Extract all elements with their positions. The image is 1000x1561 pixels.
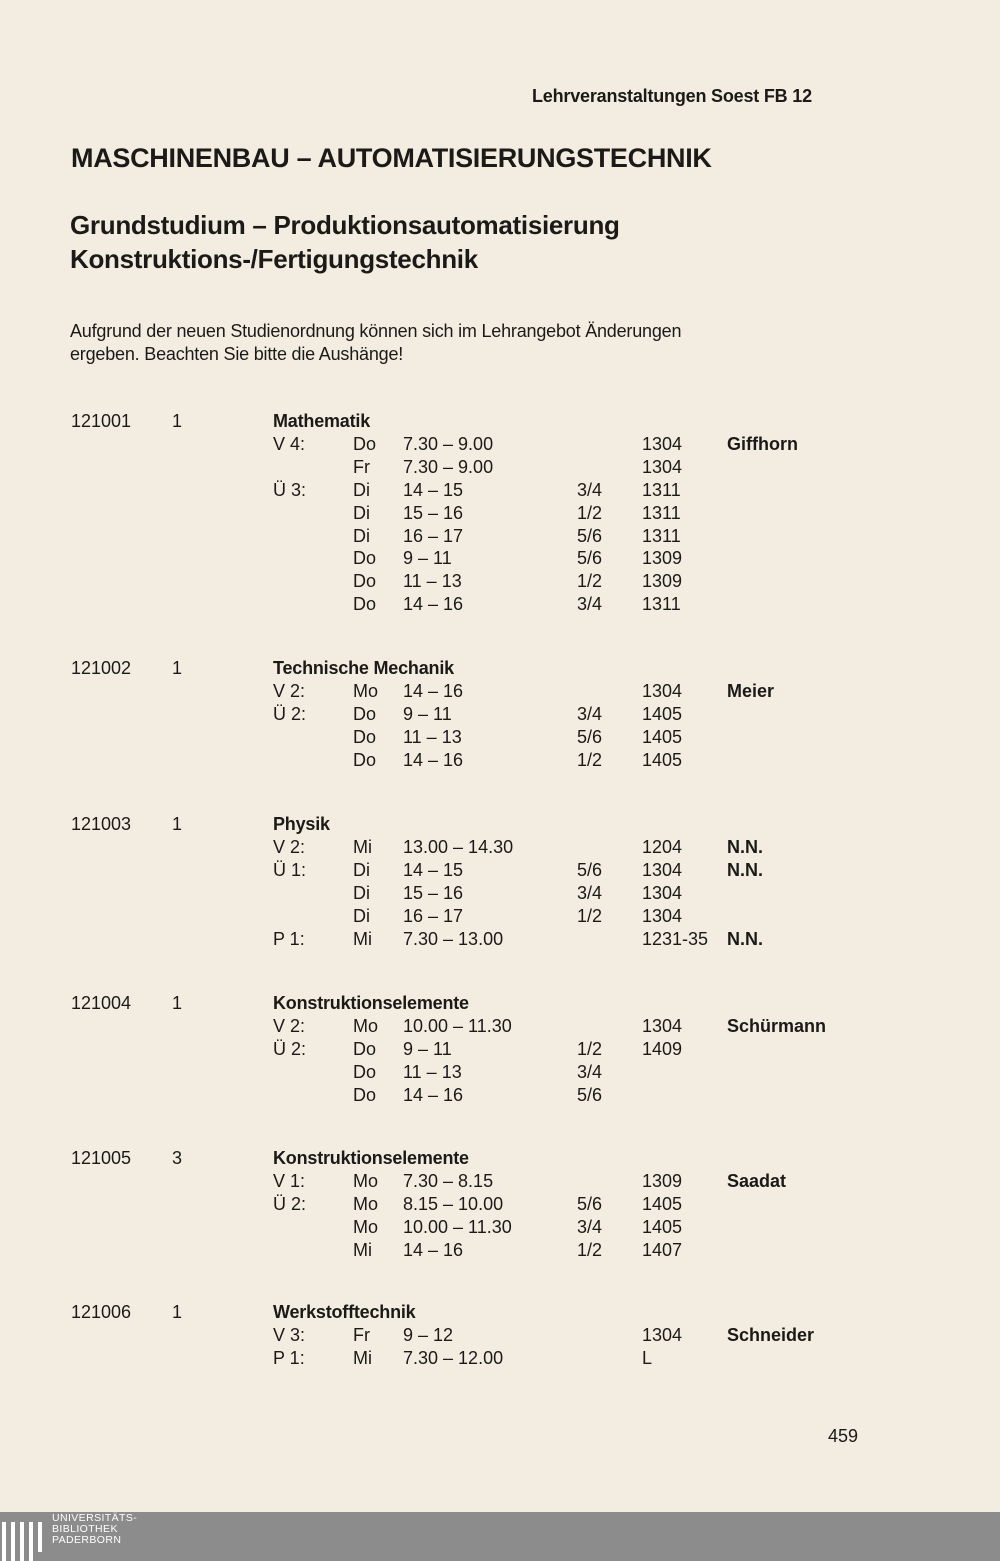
group: 3/4: [577, 882, 603, 903]
schedule-row: [0, 1325, 1000, 1348]
course-number: 121002: [71, 658, 132, 678]
group: 5/6: [577, 1193, 603, 1214]
group: 1/2: [577, 749, 603, 770]
room: 1311: [642, 525, 681, 546]
subtitle-line-2: Konstruktions-/Fertigungstechnik: [70, 244, 478, 274]
schedule-row: [0, 837, 1000, 860]
logo-line-1: UNIVERSITÄTS-: [52, 1512, 138, 1524]
time-slot: 11 – 13: [403, 1061, 462, 1082]
weekday: Mi: [353, 1239, 372, 1260]
notice-line-1: Aufgrund der neuen Studienordnung können sich im Lehrangebot Änderungen: [70, 321, 682, 341]
weekday: Mo: [353, 1193, 379, 1214]
schedule-row: [0, 681, 1000, 704]
group: 5/6: [577, 859, 603, 880]
time-slot: 16 – 17: [403, 525, 464, 546]
course-title: Konstruktionselemente: [273, 993, 469, 1013]
lecturer: Giffhorn: [727, 433, 798, 454]
weekday: Mi: [353, 1347, 372, 1368]
weekday: Do: [353, 1084, 377, 1105]
logo-line-3: PADERBORN: [52, 1534, 122, 1546]
time-slot: 7.30 – 9.00: [403, 456, 494, 477]
lecturer: N.N.: [727, 836, 763, 857]
event-type: Ü 2:: [273, 1038, 307, 1059]
event-type: P 1:: [273, 928, 305, 949]
weekday: Mo: [353, 1216, 379, 1237]
room: 1304: [642, 882, 683, 903]
group: 1/2: [577, 1239, 603, 1260]
room: 1311: [642, 502, 681, 523]
group: 1/2: [577, 502, 603, 523]
weekday: Di: [353, 502, 370, 523]
course-number: 121001: [71, 411, 132, 431]
weekday: Fr: [353, 456, 370, 477]
weekday: Do: [353, 726, 377, 747]
room: 1204: [642, 836, 683, 857]
event-type: Ü 1:: [273, 859, 307, 880]
time-slot: 10.00 – 11.30: [403, 1015, 512, 1036]
schedule-row: [0, 883, 1000, 906]
room: 1309: [642, 1170, 683, 1191]
time-slot: 14 – 16: [403, 594, 464, 615]
schedule-row: [0, 503, 1000, 526]
weekday: Mi: [353, 928, 372, 949]
event-type: V 1:: [273, 1170, 306, 1191]
group: 3/4: [577, 479, 603, 500]
course-number: 121004: [71, 993, 132, 1013]
group: 1/2: [577, 1038, 603, 1059]
time-slot: 16 – 17: [403, 905, 464, 926]
time-slot: 8.15 – 10.00: [403, 1193, 504, 1214]
room: L: [642, 1347, 653, 1368]
schedule-row: [0, 1240, 1000, 1263]
group: 5/6: [577, 525, 603, 546]
event-type: Ü 2:: [273, 703, 307, 724]
room: 1309: [642, 571, 683, 592]
course-number: 121006: [71, 1302, 132, 1322]
weekday: Do: [353, 703, 377, 724]
course-number: 121005: [71, 1148, 132, 1168]
schedule-row: [0, 906, 1000, 929]
course-semester: 1: [172, 1302, 183, 1322]
time-slot: 14 – 16: [403, 680, 464, 701]
time-slot: 14 – 15: [403, 479, 464, 500]
time-slot: 10.00 – 11.30: [403, 1216, 512, 1237]
time-slot: 14 – 16: [403, 749, 464, 770]
weekday: Di: [353, 525, 370, 546]
lecturer: Meier: [727, 680, 775, 701]
lecturer: N.N.: [727, 859, 763, 880]
subtitle-line-1: Grundstudium – Produktionsautomatisierung: [70, 210, 620, 240]
notice-line-2: ergeben. Beachten Sie bitte die Aushänge!: [70, 344, 404, 364]
schedule-row: [0, 434, 1000, 457]
time-slot: 7.30 – 9.00: [403, 433, 494, 454]
course-title: Technische Mechanik: [273, 658, 454, 678]
course-semester: 1: [172, 814, 183, 834]
event-type: P 1:: [273, 1347, 305, 1368]
time-slot: 9 – 11: [403, 703, 452, 724]
lecturer: N.N.: [727, 928, 763, 949]
time-slot: 14 – 16: [403, 1084, 464, 1105]
room: 1304: [642, 456, 683, 477]
group: 3/4: [577, 703, 603, 724]
room: 1304: [642, 433, 683, 454]
weekday: Mo: [353, 680, 379, 701]
room: 1304: [642, 859, 683, 880]
group: 5/6: [577, 548, 603, 569]
time-slot: 11 – 13: [403, 571, 462, 592]
course-title: Mathematik: [273, 411, 371, 431]
time-slot: 7.30 – 13.00: [403, 928, 504, 949]
room: 1304: [642, 905, 683, 926]
schedule-row: [0, 1194, 1000, 1217]
room: 1405: [642, 703, 683, 724]
course-title: Physik: [273, 814, 330, 834]
time-slot: 14 – 15: [403, 859, 464, 880]
schedule-row: [0, 860, 1000, 883]
schedule-row: [0, 548, 1000, 571]
schedule-row: [0, 704, 1000, 727]
schedule-row: [0, 1348, 1000, 1371]
course-semester: 1: [172, 658, 183, 678]
time-slot: 15 – 16: [403, 502, 464, 523]
lecturer: Saadat: [727, 1170, 787, 1191]
event-type: Ü 3:: [273, 479, 307, 500]
room: 1405: [642, 1193, 683, 1214]
room: 1405: [642, 726, 683, 747]
page-title: MASCHINENBAU – AUTOMATISIERUNGSTECHNIK: [71, 143, 712, 173]
group: 5/6: [577, 1084, 603, 1105]
weekday: Do: [353, 1061, 377, 1082]
weekday: Di: [353, 882, 370, 903]
time-slot: 9 – 11: [403, 1038, 452, 1059]
room: 1231-35: [642, 928, 709, 949]
group: 1/2: [577, 905, 603, 926]
weekday: Di: [353, 905, 370, 926]
schedule-row: [0, 1171, 1000, 1194]
room: 1405: [642, 1216, 683, 1237]
room: 1304: [642, 1015, 683, 1036]
weekday: Fr: [353, 1324, 370, 1345]
room: 1309: [642, 548, 683, 569]
lecturer: Schürmann: [727, 1015, 827, 1036]
room: 1304: [642, 680, 683, 701]
time-slot: 7.30 – 12.00: [403, 1347, 504, 1368]
course-semester: 1: [172, 993, 183, 1013]
weekday: Mo: [353, 1015, 379, 1036]
event-type: Ü 2:: [273, 1193, 307, 1214]
weekday: Do: [353, 433, 377, 454]
schedule-row: [0, 1016, 1000, 1039]
course-semester: 3: [172, 1148, 183, 1168]
schedule-row: [0, 480, 1000, 503]
schedule-row: [0, 727, 1000, 750]
room: 1409: [642, 1038, 683, 1059]
course-number: 121003: [71, 814, 132, 834]
group: 3/4: [577, 1216, 603, 1237]
event-type: V 2:: [273, 680, 306, 701]
weekday: Mo: [353, 1170, 379, 1191]
logo-line-2: BIBLIOTHEK: [52, 1523, 118, 1535]
weekday: Do: [353, 548, 377, 569]
room: 1311: [642, 594, 681, 615]
group: 3/4: [577, 594, 603, 615]
weekday: Do: [353, 594, 377, 615]
schedule-row: [0, 1039, 1000, 1062]
schedule-row: [0, 526, 1000, 549]
weekday: Do: [353, 571, 377, 592]
time-slot: 15 – 16: [403, 882, 464, 903]
schedule-row: [0, 1062, 1000, 1085]
library-logo-text: [52, 1513, 137, 1546]
schedule-row: [0, 1085, 1000, 1108]
time-slot: 9 – 12: [403, 1324, 454, 1345]
weekday: Do: [353, 749, 377, 770]
schedule-row: [0, 750, 1000, 773]
library-footer-bar: [0, 1512, 1000, 1561]
group: 5/6: [577, 726, 603, 747]
event-type: V 2:: [273, 836, 306, 857]
schedule-row: [0, 594, 1000, 617]
event-type: V 4:: [273, 433, 306, 454]
time-slot: 13.00 – 14.30: [403, 836, 514, 857]
time-slot: 9 – 11: [403, 548, 452, 569]
schedule-row: [0, 457, 1000, 480]
weekday: Di: [353, 859, 370, 880]
group: 3/4: [577, 1061, 603, 1082]
course-title: Werkstofftechnik: [273, 1302, 416, 1322]
room: 1311: [642, 479, 681, 500]
lecturer: Schneider: [727, 1324, 815, 1345]
room: 1407: [642, 1239, 683, 1260]
schedule-row: [0, 929, 1000, 952]
weekday: Mi: [353, 836, 372, 857]
weekday: Do: [353, 1038, 377, 1059]
page-number: 459: [828, 1426, 859, 1446]
time-slot: 11 – 13: [403, 726, 462, 747]
room: 1304: [642, 1324, 683, 1345]
course-semester: 1: [172, 411, 183, 431]
time-slot: 14 – 16: [403, 1239, 464, 1260]
time-slot: 7.30 – 8.15: [403, 1170, 494, 1191]
event-type: V 3:: [273, 1324, 306, 1345]
group: 1/2: [577, 571, 603, 592]
schedule-row: [0, 1217, 1000, 1240]
room: 1405: [642, 749, 683, 770]
course-title: Konstruktionselemente: [273, 1148, 469, 1168]
notice: [70, 320, 830, 366]
schedule-row: [0, 571, 1000, 594]
weekday: Di: [353, 479, 370, 500]
running-head: Lehrveranstaltungen Soest FB 12: [532, 86, 812, 106]
event-type: V 2:: [273, 1015, 306, 1036]
